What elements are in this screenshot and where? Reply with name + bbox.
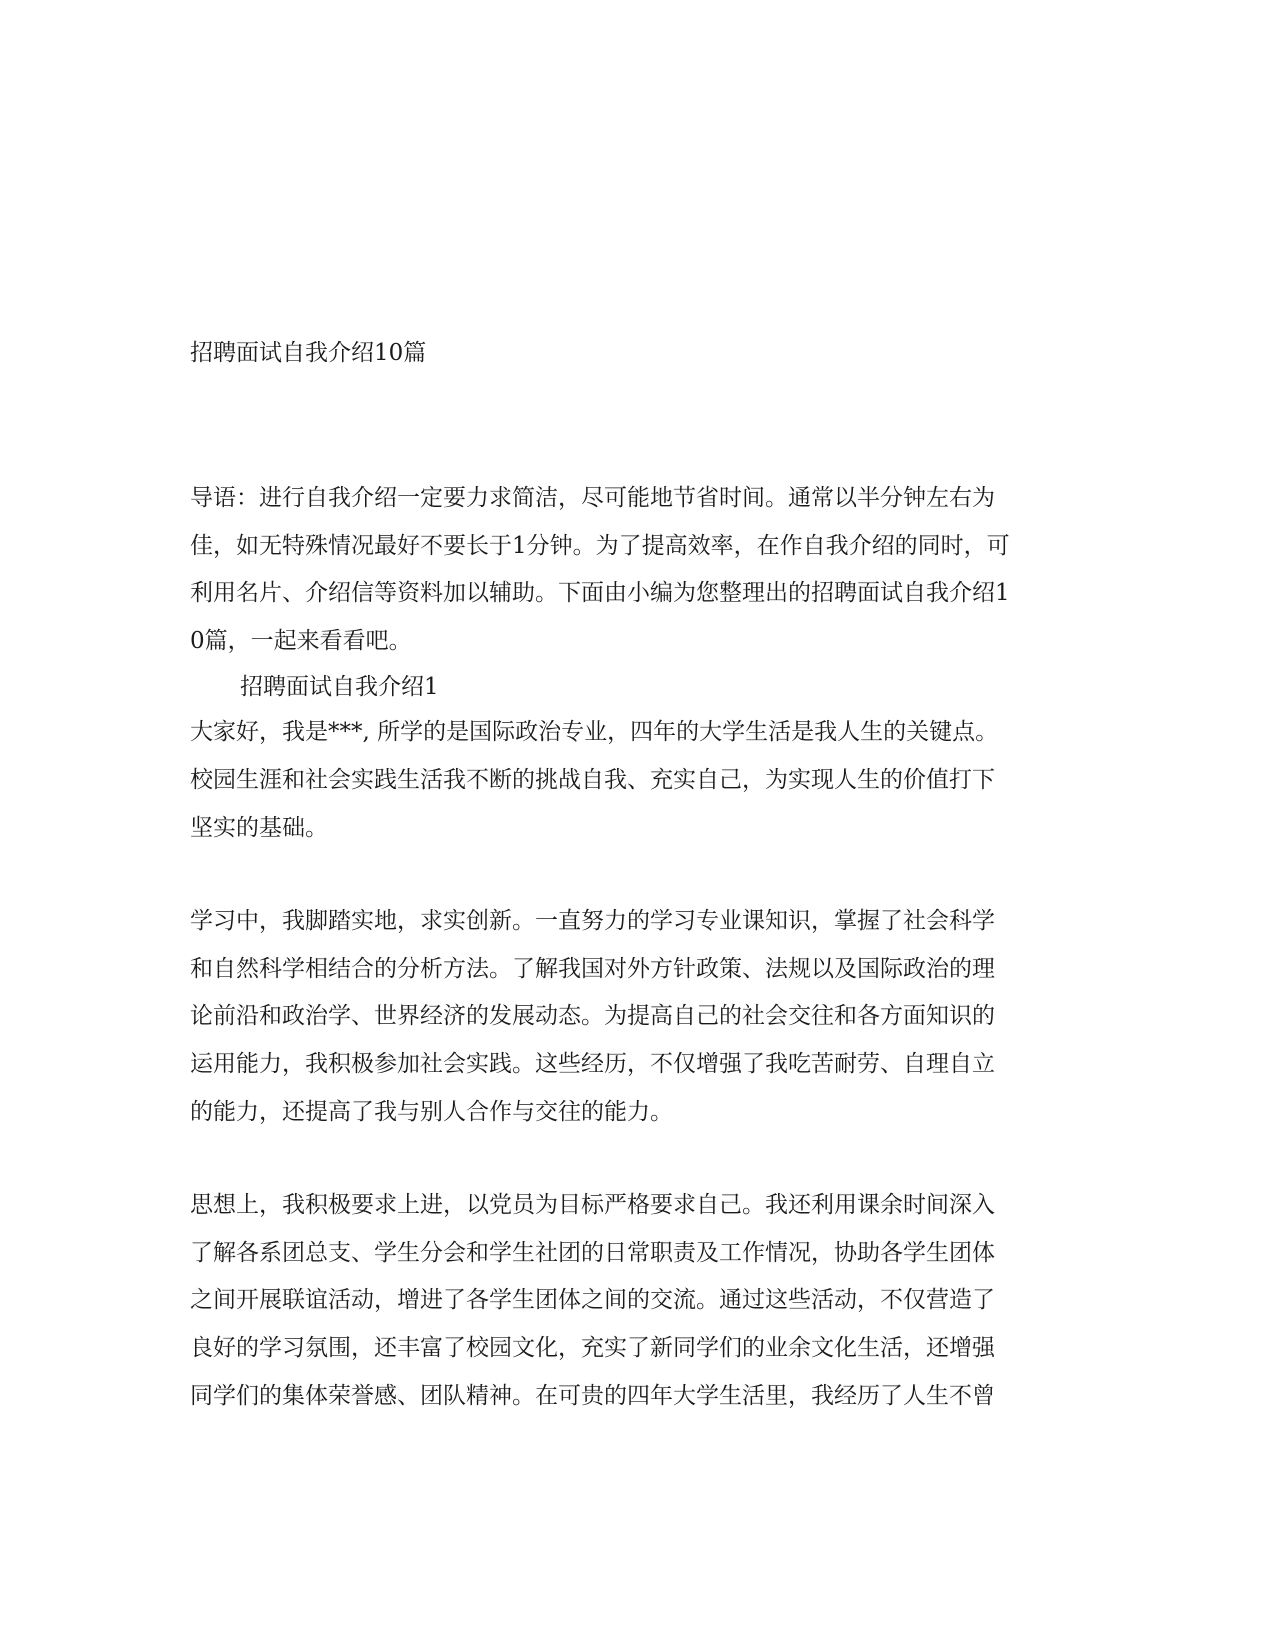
paragraph-line: 之间开展联谊活动，增进了各学生团体之间的交流。通过这些活动，不仅营造了	[190, 1287, 995, 1314]
paragraph-line: 校园生涯和社会实践生活我不断的挑战自我、充实自己，为实现人生的价值打下	[190, 766, 995, 793]
paragraph-gap	[190, 852, 1070, 898]
intro-line: 导语：进行自我介绍一定要力求简洁，尽可能地节省时间。通常以半分钟左右为	[190, 485, 995, 511]
intro-line: 佳，如无特殊情况最好不要长于1分钟。为了提高效率，在作自我介绍的同时，可	[190, 532, 1010, 559]
paragraph-2	[190, 898, 1070, 1136]
paragraph-line: 了解各系团总支、学生分会和学生社团的日常职责及工作情况，协助各学生团体	[190, 1239, 995, 1266]
paragraph-line: 大家好，我是***, 所学的是国际政治专业，四年的大学生活是我人生的关键点。	[190, 719, 999, 746]
paragraph-line: 思想上，我积极要求上进，以党员为目标严格要求自己。我还利用课余时间深入	[190, 1192, 995, 1219]
paragraph-line: 和自然科学相结合的分析方法。了解我国对外方针政策、法规以及国际政治的理	[190, 955, 995, 982]
paragraph-line: 同学们的集体荣誉感、团队精神。在可贵的四年大学生活里，我经历了人生不曾	[190, 1382, 995, 1409]
paragraph-line: 坚实的基础。	[190, 814, 328, 841]
section-heading: 招聘面试自我介绍1	[240, 674, 439, 701]
document-body	[190, 475, 1070, 1420]
paragraph-line: 运用能力，我积极参加社会实践。这些经历，不仅增强了我吃苦耐劳、自理自立	[190, 1050, 995, 1077]
paragraph-line: 论前沿和政治学、世界经济的发展动态。为提高自己的社会交往和各方面知识的	[190, 1003, 995, 1030]
document-title: 招聘面试自我介绍10篇	[190, 340, 427, 366]
intro-line: 利用名片、介绍信等资料加以辅助。下面由小编为您整理出的招聘面试自我介绍1	[190, 580, 1010, 607]
paragraph-3	[190, 1182, 1070, 1420]
paragraph-line: 学习中，我脚踏实地，求实创新。一直努力的学习专业课知识，掌握了社会科学	[190, 908, 995, 935]
paragraph-line: 良好的学习氛围，还丰富了校园文化，充实了新同学们的业余文化生活，还增强	[190, 1334, 995, 1361]
paragraph-line: 的能力，还提高了我与别人合作与交往的能力。	[190, 1098, 673, 1125]
intro-paragraph	[190, 475, 1070, 665]
paragraph-gap	[190, 1136, 1070, 1182]
intro-line: 0篇，一起来看看吧。	[190, 627, 412, 654]
paragraph-1	[190, 709, 1070, 852]
